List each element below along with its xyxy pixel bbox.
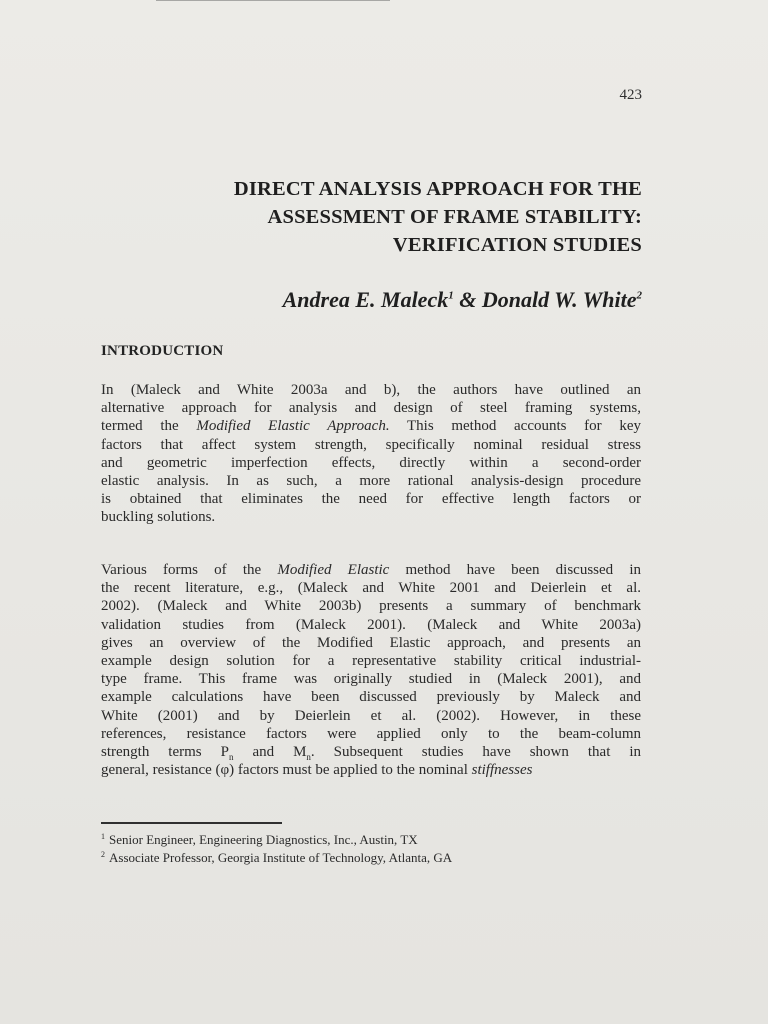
footnote-marker: 1 xyxy=(101,831,105,841)
introduction-paragraph-2 xyxy=(101,561,641,779)
paragraph-line: elastic analysis. In as such, a more rational analysis-design procedure xyxy=(101,473,641,490)
paragraph-line: example design solution for a representative stability critical industrial- xyxy=(101,653,641,670)
paragraph-line: buckling solutions. xyxy=(101,509,216,526)
subscript-n: n xyxy=(306,752,311,763)
paragraph-line: the recent literature, e.g., (Maleck and White 2001 and Deierlein et al. xyxy=(101,580,641,597)
paragraph-text: Various forms of the xyxy=(101,562,262,578)
author-name: Andrea E. Maleck xyxy=(282,287,449,312)
method-name-italic: Modified Elastic Approach. xyxy=(196,418,390,435)
page-number: 423 xyxy=(619,87,642,103)
title-line: ASSESSMENT OF FRAME STABILITY: xyxy=(267,206,642,228)
paragraph-text: general, resistance (φ) factors must be applied to the nominal xyxy=(101,762,468,779)
method-name-italic: Modified Elastic xyxy=(277,562,390,578)
footnote-separator xyxy=(101,822,282,824)
paragraph-line xyxy=(101,743,641,761)
subscript-n: n xyxy=(228,752,234,763)
paragraph-line: validation studies from (Maleck 2001). (Maleck and White 2003a) xyxy=(101,616,641,633)
paragraph-text: termed the xyxy=(101,418,179,435)
introduction-paragraph-1 xyxy=(101,381,641,527)
paragraph-line: references, resistance factors were applied only to the beam-column xyxy=(101,725,641,742)
author-affiliation-marker: 1 xyxy=(448,289,454,302)
title-line: DIRECT ANALYSIS APPROACH FOR THE xyxy=(233,178,642,200)
paragraph-line: and geometric imperfection effects, directly within a second-order xyxy=(101,454,641,471)
top-edge-rule xyxy=(156,0,390,1)
paragraph-line: gives an overview of the Modified Elastic approach, and presents an xyxy=(101,634,641,651)
paragraph-line: factors that affect system strength, specifically nominal residual stress xyxy=(101,436,641,453)
title-line: VERIFICATION STUDIES xyxy=(392,234,642,256)
paragraph-line: is obtained that eliminates the need for effective length factors or xyxy=(101,491,641,508)
paper-title xyxy=(82,175,642,259)
paragraph-line xyxy=(101,561,641,579)
paragraph-text: and M xyxy=(252,744,307,761)
paragraph-line: In (Maleck and White 2003a and b), the authors have outlined an xyxy=(101,382,641,398)
footnote xyxy=(101,849,621,867)
footnote-text: Associate Professor, Georgia Institute of Technology, Atlanta, GA xyxy=(109,850,453,865)
footnote xyxy=(101,831,621,849)
footnote-text: Senior Engineer, Engineering Diagnostics, Inc., Austin, TX xyxy=(109,832,418,847)
paragraph-line: example calculations have been discussed previously by Maleck and xyxy=(101,689,641,706)
author-affiliation-marker: 2 xyxy=(636,289,642,302)
paragraph-text: method have been discussed in xyxy=(405,562,641,578)
paragraph-text: . Subsequent studies have shown that in xyxy=(310,744,642,761)
paragraph-text: strength terms P xyxy=(101,744,229,761)
paragraph-line xyxy=(101,417,641,435)
footnote-marker: 2 xyxy=(101,849,105,859)
paragraph-line: alternative approach for analysis and design of steel framing systems, xyxy=(101,400,641,417)
italic-term: stiffnesses xyxy=(471,762,533,779)
section-heading: INTRODUCTION xyxy=(101,343,224,359)
footnotes xyxy=(101,831,621,867)
paragraph-line: White (2001) and by Deierlein et al. (2002). However, in these xyxy=(101,707,641,724)
paragraph-line: 2002). (Maleck and White 2003b) presents a summary of benchmark xyxy=(101,598,641,615)
paragraph-line: type frame. This frame was originally studied in (Maleck 2001), and xyxy=(101,671,641,688)
paragraph-line xyxy=(101,761,641,779)
author-line xyxy=(122,287,642,313)
paragraph-text: This method accounts for key xyxy=(407,418,641,435)
author-joiner: & xyxy=(459,287,477,312)
author-name: Donald W. White xyxy=(481,287,637,312)
